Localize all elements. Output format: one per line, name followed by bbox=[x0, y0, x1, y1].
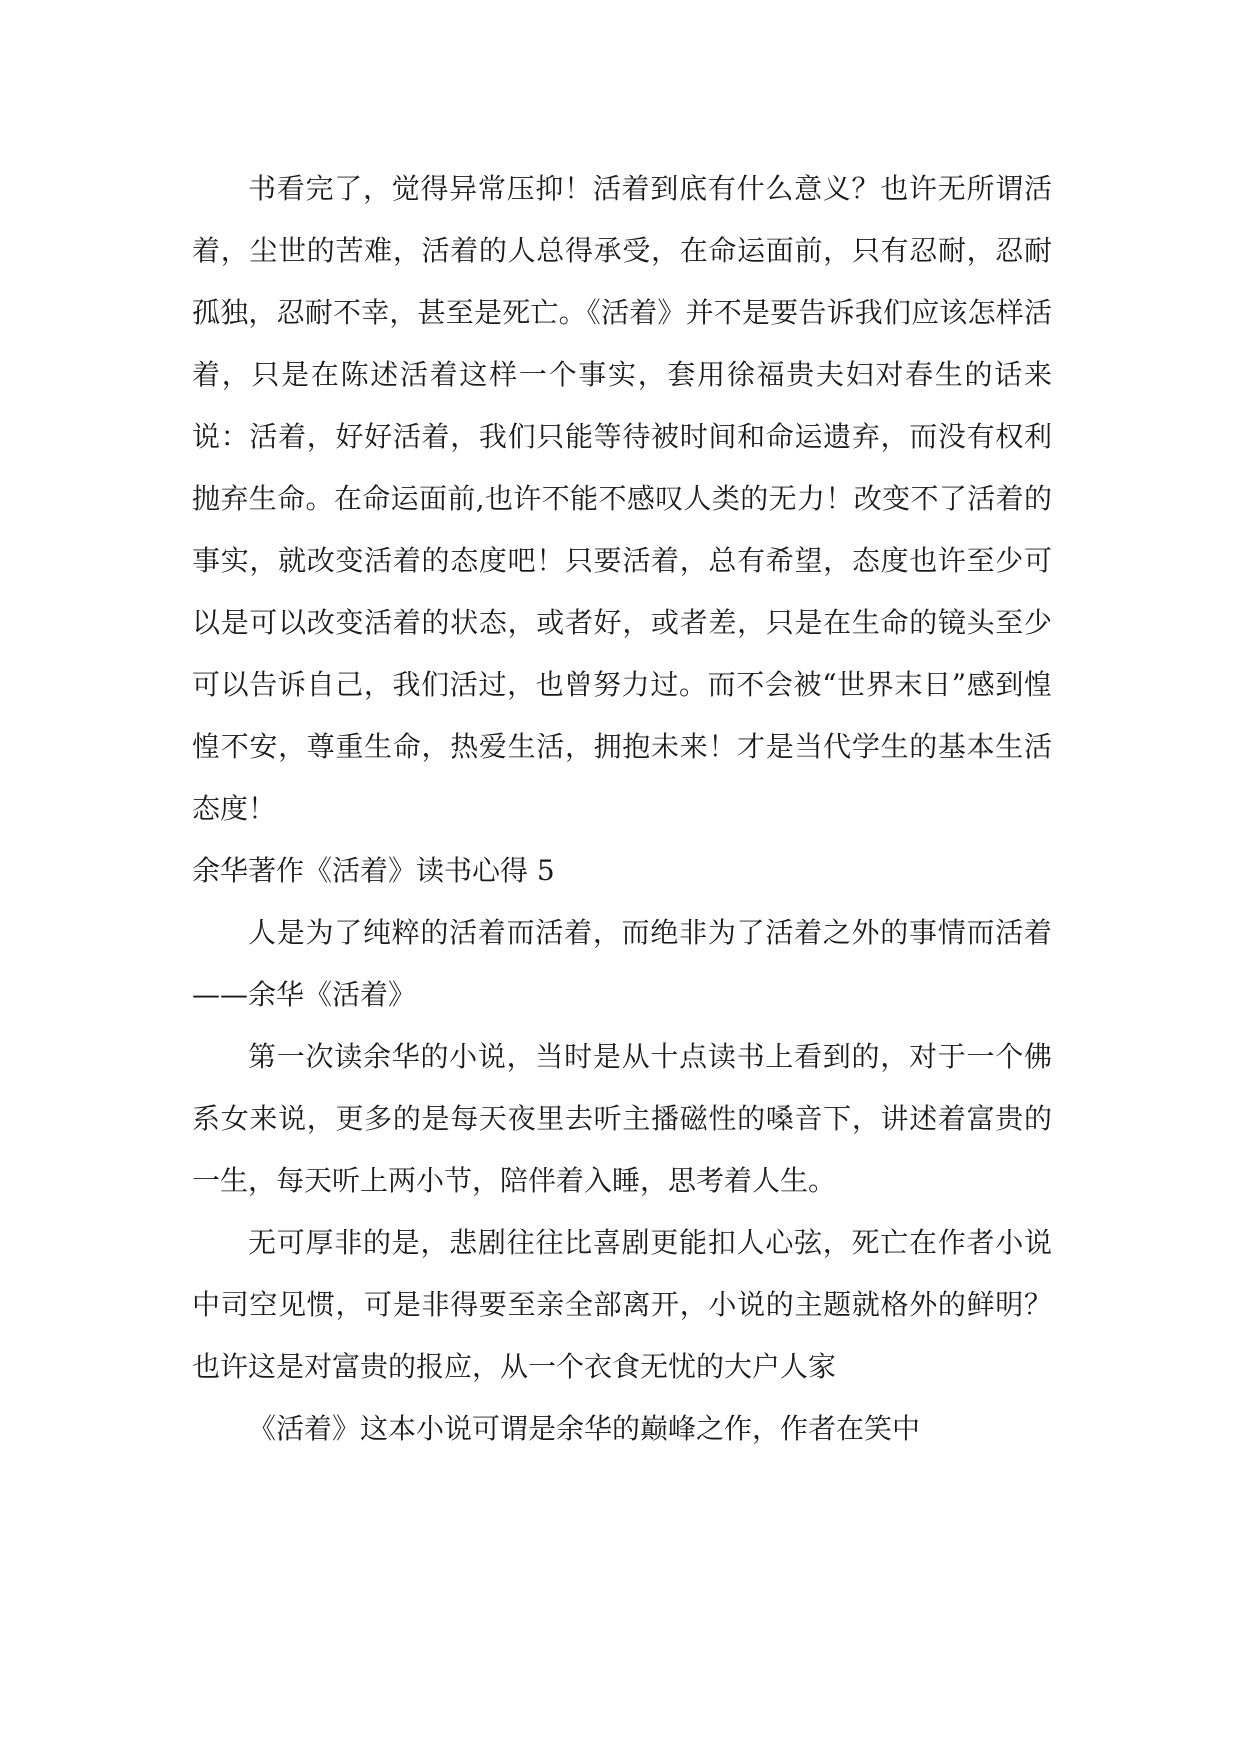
paragraph-masterpiece: 《活着》这本小说可谓是余华的巅峰之作，作者在笑中 bbox=[248, 1412, 921, 1445]
section-heading: 余华著作《活着》读书心得 5 bbox=[192, 854, 555, 887]
paragraph-first-read: 第一次读余华的小说，当时是从十点读书上看到的，对于一个佛系女来说，更多的是每天夜里去听主播磁性的嗓音下，讲述着富贵的一生，每天听上两小节，陪伴着入睡，思考着人生。 bbox=[192, 1040, 1052, 1197]
document-page bbox=[192, 158, 1052, 1460]
paragraph-tragedy: 无可厚非的是，悲剧往往比喜剧更能扣人心弦，死亡在作者小说中司空见惯，可是非得要至亲全部离开，小说的主题就格外的鲜明？也许这是对富贵的报应，从一个衣食无忧的大户人家 bbox=[192, 1226, 1052, 1383]
paragraph-quote: 人是为了纯粹的活着而活着，而绝非为了活着之外的事情而活着——余华《活着》 bbox=[192, 916, 1052, 1011]
paragraph-reflection: 书看完了，觉得异常压抑！活着到底有什么意义？也许无所谓活着，尘世的苦难，活着的人总得承受，在命运面前，只有忍耐，忍耐孤独，忍耐不幸，甚至是死亡。《活着》并不是要告诉我们应该怎样活着，只是在陈述活着这样一个事实，套用徐福贵夫妇对春生的话来说：活着，好好活着，我们只能等待被时间和命运遗弃，而没有权利抛弃生命。在命运面前,也许不能不感叹人类的无力！改变不了活着的事实，就改变活着的态度吧！只要活着，总有希望，态度也许至少可以是可以改变活着的状态，或者好，或者差，只是在生命的镜头至少可以告诉自己，我们活过，也曾努力过。而不会被“世界末日”感到惶惶不安，尊重生命，热爱生活，拥抱未来！才是当代学生的基本生活态度！ bbox=[192, 172, 1052, 825]
